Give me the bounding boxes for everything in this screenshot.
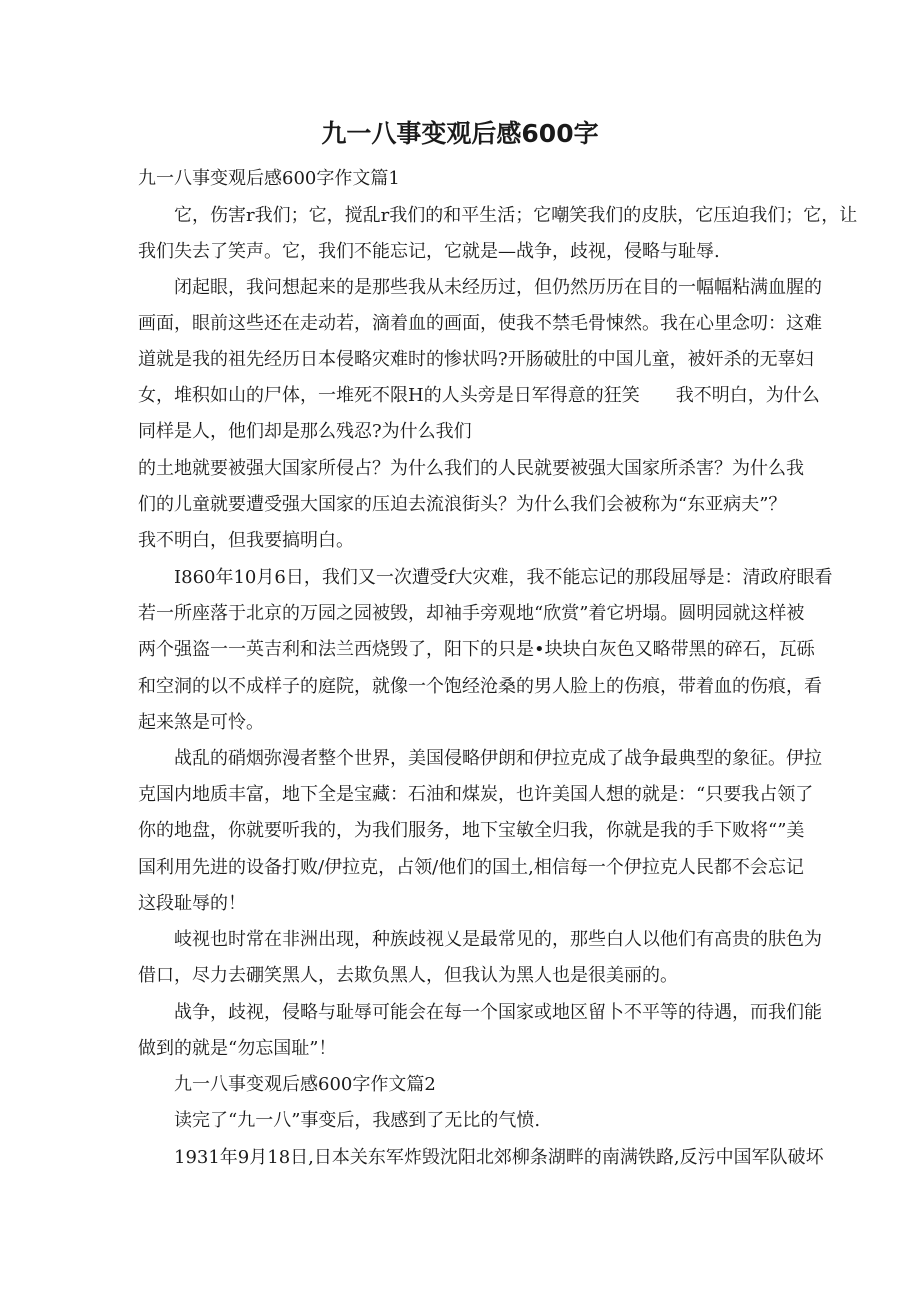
paragraph-line: 道就是我的祖先经历日本侵略灾难时的惨状吗?开肠破肚的中国儿童，被奸杀的无辜妇 <box>138 349 814 370</box>
paragraph-line: 读完了“九一八”事变后，我感到了无比的气愤. <box>174 1110 541 1131</box>
paragraph-line: 闭起眼，我问想起来的是那些我从未经历过，但仍然历历在目的一幅幅粘满血腥的 <box>174 277 822 298</box>
paragraph-line: 战乱的硝烟弥漫者整个世界，美国侵略伊朗和伊拉克成了战争最典型的象征。伊拉 <box>174 748 822 769</box>
paragraph-line: I860年10月6日，我们又一次遭受f大灾难，我不能忘记的那段屈辱是：清政府眼看 <box>174 567 833 588</box>
paragraph-line: 和空洞的以不成样子的庭院，就像一个饱经沧桑的男人脸上的伤痕，带着血的伤痕，看 <box>138 676 822 697</box>
paragraph-line: 借口，尽力去硼笑黑人，去欺负黑人，但我认为黑人也是很美丽的。 <box>138 965 678 986</box>
paragraph-line: 女，堆积如山的尸体，一堆死不限H的人头旁是日军得意的狂笑 我不明白，为什么 <box>138 385 820 406</box>
paragraph-line: 国利用先进的设备打败/伊拉克，占领/他们的国土,相信每一个伊拉克人民都不会忘记 <box>138 857 804 878</box>
paragraph-line: 起来煞是可怜。 <box>138 712 264 733</box>
paragraph-line: 我不明白，但我要搞明白。 <box>138 530 354 551</box>
paragraph-line: 的土地就要被强大国家所侵占？为什么我们的人民就要被强大国家所杀害？为什么我 <box>138 458 804 479</box>
paragraph-line: 我们失去了笑声。它，我们不能忘记，它就是—战争，歧视，侵略与耻辱. <box>138 241 720 262</box>
paragraph-line: 你的地盘，你就要听我的，为我们服务，地下宝敏全归我，你就是我的手下败将“”美 <box>138 820 805 841</box>
section-heading-2: 九一八事变观后感600字作文篇2 <box>174 1074 436 1095</box>
paragraph-line: 同样是人，他们却是那么残忍?为什么我们 <box>138 421 472 442</box>
paragraph-line: 们的儿童就要遭受强大国家的压迫去流浪街头？为什么我们会被称为“东亚病夫”？ <box>138 494 787 515</box>
document-title: 九一八事变观后感600字 <box>321 119 599 148</box>
paragraph-line: 克国内地质丰富，地下全是宝藏：石油和煤炭，也许美国人想的就是：“只要我占领了 <box>138 784 814 805</box>
paragraph-line: 两个强盗一一英吉利和法兰西烧毁了，阳下的只是•块块白灰色又略带黑的碎石，瓦砾 <box>138 639 815 660</box>
paragraph-line: 岐视也时常在非洲出现，种族歧视乂是最常见的，那些白人以他们有高贵的肤色为 <box>174 929 822 950</box>
paragraph-line: 做到的就是“勿忘国耻”！ <box>138 1038 337 1059</box>
paragraph-line: 战争，歧视，侵略与耻辱可能会在每一个国家或地区留卜不平等的待遇，而我们能 <box>174 1002 822 1023</box>
paragraph-line: 画面，眼前这些还在走动若，滴着血的画面，使我不禁毛骨悚然。我在心里念叨：这难 <box>138 313 822 334</box>
paragraph-line: 1931年9月18日,日本关东军炸毁沈阳北郊柳条湖畔的南满铁路,反污中国军队破坏 <box>174 1147 824 1168</box>
section-heading-1: 九一八事变观后感600字作文篇1 <box>138 168 400 189</box>
paragraph-line: 它，伤害r我们；它，搅乱r我们的和平生活；它嘲笑我们的皮肤，它压迫我们；它，让 <box>174 205 858 226</box>
paragraph-line: 若一所座落于北京的万园之园被毁，却袖手旁观地“欣赏”着它坍塌。圆明园就这样被 <box>138 603 805 624</box>
paragraph-line: 这段耻辱的！ <box>138 893 246 914</box>
